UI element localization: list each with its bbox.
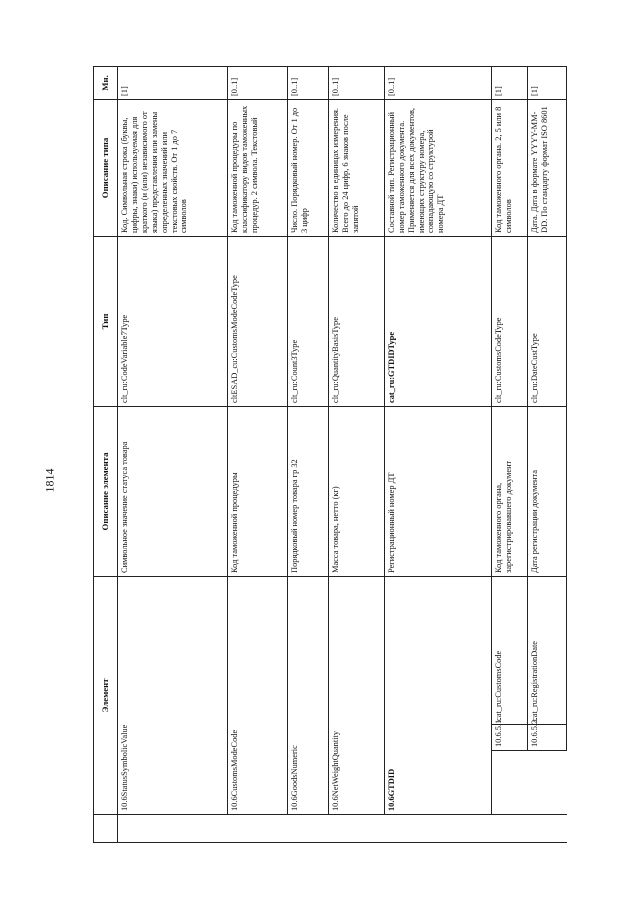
row-element	[384, 576, 491, 814]
table-row	[228, 66, 288, 842]
subrow-type: clt_ru:CustomsCodeType	[491, 236, 527, 406]
schema-table	[93, 66, 567, 843]
row-mult: [0..1]	[329, 66, 385, 99]
row-type: cat_ru:GTDIDType	[384, 236, 491, 406]
row-type-desc: Код. Символьная строка (буквы, цифры, знаки) используемая для краткого (и (или) независимого от языка) представления или замены определенных значений или текстовых свойств. От 1 до 7 символов	[118, 99, 228, 236]
row-type-desc: Количество в единицах измерения. Всего до 24 цифр, 6 знаков после запятой	[329, 99, 385, 236]
table-header-row	[94, 66, 118, 842]
row-type-desc: Число. Порядковый номер. От 1 до 3 цифр	[288, 99, 329, 236]
row-name: StatusSymbolicValue	[120, 724, 129, 797]
header-mult: Мн.	[94, 66, 118, 99]
subrow-type: clt_ru:DateCustType	[528, 236, 567, 406]
header-indent	[94, 815, 118, 843]
header-type: Тип	[94, 236, 118, 406]
header-type-desc: Описание типа	[94, 99, 118, 236]
row-num: 10.6	[230, 796, 240, 811]
row-num: 10.6	[331, 796, 341, 811]
indent-cell	[491, 815, 566, 843]
subrow-type-desc: Дата. Дата в формате YYYY-MM-DD. По стандарту формат ISO 8601	[528, 99, 567, 236]
row-num: 10.6	[386, 796, 396, 811]
row-name: CustomsModeCode	[230, 729, 240, 797]
row-element	[228, 576, 288, 814]
row-num: 10.6	[120, 796, 129, 811]
row-num: 10.6	[290, 796, 300, 811]
row-mult: [0..1]	[288, 66, 329, 99]
header-element: Элемент	[94, 576, 118, 814]
page-number-text: 1814	[42, 468, 57, 492]
row-mult: [0..1]	[384, 66, 491, 99]
row-element	[288, 576, 329, 814]
table-subrow	[491, 66, 527, 842]
row-type: clt_ru:QuantityBasisType	[329, 236, 385, 406]
subrow-mult: [1]	[528, 66, 567, 99]
subrow-desc: Дата регистрации документа	[528, 406, 567, 576]
indent-cell	[118, 815, 492, 843]
rotated-table-container	[93, 67, 567, 843]
table-row	[329, 66, 385, 842]
row-desc: Порядковый номер товара гр 32	[288, 406, 329, 576]
row-mult: [0..1]	[228, 66, 288, 99]
subrow-name: cat_ru:CustomsCode	[491, 576, 527, 724]
row-desc: Масса товара, нетто (кг)	[329, 406, 385, 576]
page-number	[40, 470, 60, 490]
row-desc: Символьное значение статуса товара	[118, 406, 228, 576]
table-row	[118, 66, 228, 842]
table-subrow	[528, 66, 567, 842]
subrow-num: 10.6.5.2.	[528, 725, 567, 751]
row-type: clt_ru:CodeVariable7Type	[118, 236, 228, 406]
row-mult: [1]	[118, 66, 228, 99]
table-row	[384, 66, 491, 842]
row-name: GoodsNumeric	[290, 745, 300, 797]
indent-cell	[491, 751, 566, 815]
subrow-desc: Код таможенного органа, зарегистрировавшего документ	[491, 406, 527, 576]
row-type-desc: Код таможенной процедуры по классификатору видов таможенных процедур. 2 символа. Текстовый	[228, 99, 288, 236]
row-type: cltESAD_cu:CustomsModeCodeType	[228, 236, 288, 406]
table-row	[288, 66, 329, 842]
row-name: GTDID	[386, 768, 396, 797]
subrow-name: cat_ru:RegistrationDate	[528, 576, 567, 724]
subrow-mult: [1]	[491, 66, 527, 99]
row-desc: Код таможенной процедуры	[228, 406, 288, 576]
subrow-num: 10.6.5.1.	[491, 725, 527, 751]
row-type: clt_ru:Count3Type	[288, 236, 329, 406]
subrow-type-desc: Код таможенного органа. 2, 5 или 8 символов	[491, 99, 527, 236]
row-name: NetWeightQuantity	[331, 730, 341, 797]
header-element-desc: Описание элемента	[94, 406, 118, 576]
row-element	[118, 576, 228, 814]
row-type-desc: Составной тип. Регистрационный номер таможенного документа. Применяется для всех документов, имеющих структуру номера, совпадающую со структурой номера ДТ	[384, 99, 491, 236]
row-desc: Регистрационный номер ДТ	[384, 406, 491, 576]
row-element	[329, 576, 385, 814]
